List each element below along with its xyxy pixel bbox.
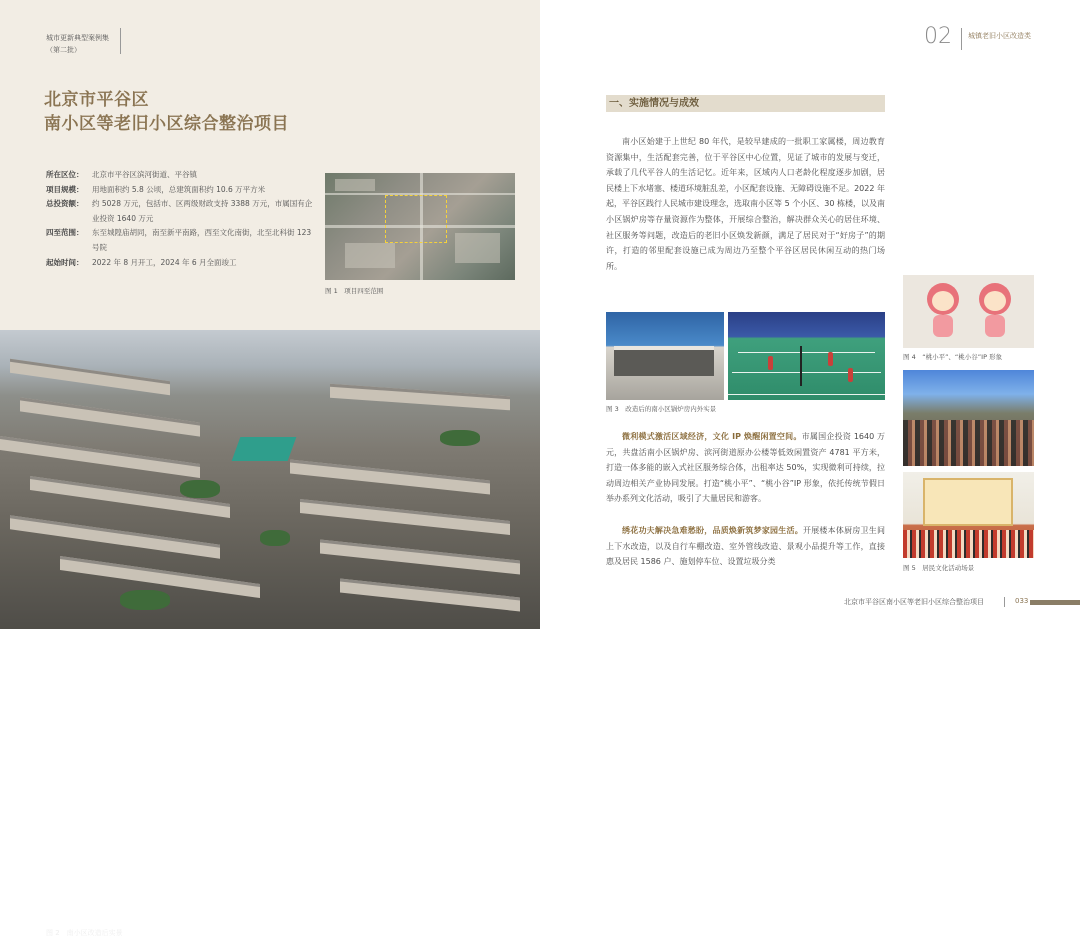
figure-3-caption: 图 3 改造后的南小区锅炉房内外实景 [606,405,717,413]
info-value: 北京市平谷区滨河街道、平谷镇 [92,170,197,179]
right-page [540,0,1080,629]
info-key: 所在区位： [46,170,84,179]
boiler-room-exterior-photo [606,312,724,400]
sports-court [232,437,297,461]
body-paragraph-3 [606,523,885,570]
boiler-room-interior-photo [728,312,885,400]
info-key: 起始时间： [46,257,84,267]
figure-2-caption: 图 2 南小区改造后实景 [46,929,123,937]
footer-divider [1004,597,1005,607]
paragraph-3-text: 开展楼本体厨房卫生间上下水改造，以及自行车棚改造、室外管线改造、景观小品提升等工作，直接惠及居民 1586 户、施划停车位、设置垃圾分类 [606,526,886,567]
info-key: 四至范围： [46,228,84,238]
footer-page-number: 033 [1015,597,1029,605]
left-page [0,0,540,937]
info-key: 项目规模： [46,184,84,194]
project-title [44,88,289,136]
section-heading: 一、实施情况与成效 [609,98,699,109]
paragraph-2-text: 市属国企投资 1640 万元，共盘活南小区锅炉房、滨河街道原办公楼等低效闲置资产 4781 平方米，打造一体多能的嵌入式社区服务综合体，出租率达 50%，实现微利可持续，拉动周边相关产业协同发展。打造“桃小平”、“桃小谷”IP 形象，依托传统节假日举办系列文化活动，吸引了大量居民和游客。 [606,432,885,504]
series-line2: （第二批） [46,46,81,54]
info-row-timeline [46,256,316,271]
figure-5-caption: 图 5 居民文化活动场景 [903,564,975,572]
footer-accent-band [1030,600,1080,605]
paragraph-3-lead: 绣花功夫解决急难愁盼，品质焕新筑梦家园生活。 [622,526,803,535]
project-info-list [46,168,316,270]
chapter-title: 城镇老旧小区改造类 [968,32,1031,40]
project-boundary-outline [385,195,447,243]
series-divider [120,28,121,54]
mascot-tao-xiaoping [923,283,963,341]
community-event-photo-1 [903,370,1034,466]
series-label [46,32,109,56]
info-value: 约 5028 万元，包括市、区两级财政支持 3388 万元，市属国有企业投资 1640 万元 [92,199,313,223]
body-paragraph-2 [606,429,885,507]
header-divider [961,28,962,50]
info-row-boundary [46,226,316,255]
paragraph-2-lead: 微利模式激活区域经济，文化 IP 焕醒闲置空间。 [622,432,802,441]
community-event-photo-2 [903,472,1034,558]
info-value: 2022 年 8 月开工，2024 年 6 月全面竣工 [92,257,237,267]
info-key: 总投资额： [46,199,84,209]
chapter-number: 02 [924,24,952,49]
project-title-line1: 北京市平谷区 [44,90,149,110]
figure-1-caption: 图 1 项目四至范围 [325,287,384,295]
info-row-location [46,168,316,183]
mascot-tao-xiaogu [975,283,1015,341]
aerial-photo [0,330,540,937]
figure-4-caption: 图 4 “桃小平”、“桃小谷”IP 形象 [903,353,1003,361]
info-value: 东至城隍庙胡同，南至新平南路，西至文化南街，北至北科街 123 号院 [92,228,312,252]
series-line1: 城市更新典型案例集 [46,34,109,42]
info-row-investment [46,197,316,226]
mascot-ip-image [903,275,1034,348]
footer-project-title: 北京市平谷区南小区等老旧小区综合整治项目 [844,598,984,606]
info-value: 用地面积约 5.8 公顷，总建筑面积约 10.6 万平方米 [92,184,266,194]
project-title-line2: 南小区等老旧小区综合整治项目 [44,114,289,134]
body-paragraph-1: 南小区始建于上世纪 80 年代，是较早建成的一批职工家属楼，周边教育资源集中，生活配套完善，位于平谷区中心位置，见证了城市的发展与变迁，承载了几代平谷人的生活记忆。近年来，区域内人口老龄化程度逐步加剧，居民楼上下水堵塞、楼道环境脏乱差，小区配套设施、无障碍设施不足。2022 年起，平谷区践行人民城市建设理念，选取南小区等 5 个小区、30 栋楼，以及南小区锅炉房等存量资源作为整体，开展综合整治，解决群众关心的居住环境、社区服务等问题，改造后的老旧小区焕发新颜，满足了居民对于“好房子”的期许，打造的邻里配套设施已成为周边乃至整个平谷区居民休闲互动的热门场所。 [606,137,885,271]
site-map-image [325,173,515,280]
info-row-scale [46,183,316,198]
